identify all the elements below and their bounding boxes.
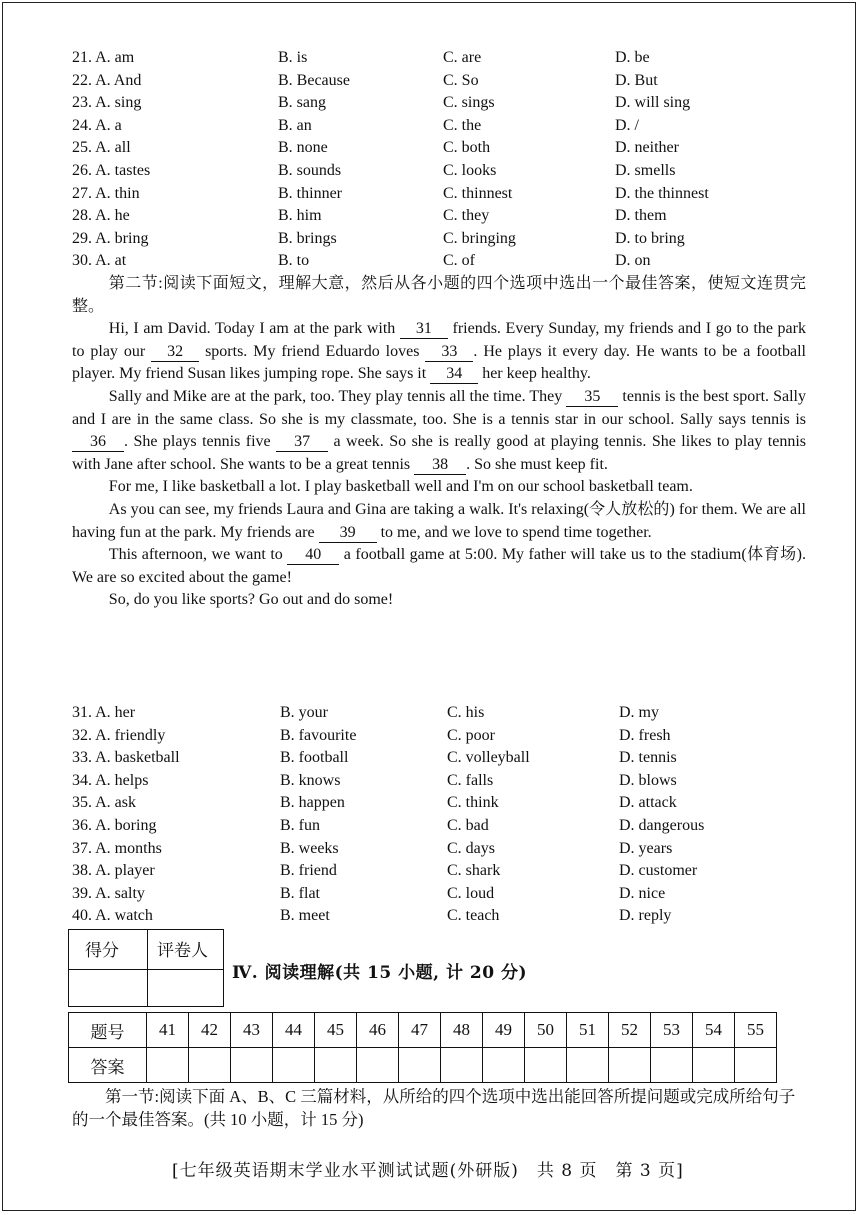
option-c: C. falls <box>447 771 494 789</box>
question-number: 43 <box>231 1013 273 1048</box>
option-row <box>72 838 772 861</box>
option-a: 30. A. at <box>72 252 127 270</box>
answer-cell[interactable] <box>189 1048 231 1083</box>
option-c: C. bad <box>447 816 489 834</box>
blank-32: 32 <box>151 343 199 362</box>
answer-cell[interactable] <box>735 1048 777 1083</box>
option-row <box>72 92 772 115</box>
option-d: D. fresh <box>619 726 671 744</box>
option-row <box>72 228 772 251</box>
blank-39: 39 <box>319 524 377 543</box>
row-label: 题号 <box>69 1013 147 1048</box>
option-d: D. But <box>615 71 658 89</box>
score-label: 得分 <box>85 941 119 960</box>
question-number: 41 <box>147 1013 189 1048</box>
option-c: C. teach <box>447 907 500 925</box>
option-row <box>72 883 772 906</box>
answer-cell[interactable] <box>651 1048 693 1083</box>
option-a: 40. A. watch <box>72 907 153 925</box>
option-row <box>72 747 772 770</box>
blank-31: 31 <box>400 320 448 339</box>
question-number: 51 <box>567 1013 609 1048</box>
question-number: 54 <box>693 1013 735 1048</box>
option-d: D. be <box>615 49 650 66</box>
option-a: 37. A. months <box>72 839 162 857</box>
option-c: C. poor <box>447 726 495 744</box>
question-number: 48 <box>441 1013 483 1048</box>
passage-paragraph: Sally and Mike are at the park, too. They play tennis all the time. They 35 tennis is the best sport. Sally and I are in the same class. So she is my classmate, too. She is a tennis star in our school. Sally says tennis is 36 . She plays tennis five 37 a week. So she is really good at playing tennis. She likes to play tennis with Jane after school. She wants to be a great tennis 38 . So she must keep fit. <box>72 387 806 473</box>
option-c: C. thinnest <box>443 184 513 202</box>
option-a: 28. A. he <box>72 207 130 225</box>
question-number: 55 <box>735 1013 777 1048</box>
option-c: C. think <box>447 794 499 812</box>
option-b: B. him <box>278 207 322 225</box>
option-a: 29. A. bring <box>72 229 149 247</box>
grader-label: 评卷人 <box>157 941 208 960</box>
option-d: D. on <box>615 252 651 270</box>
option-a: 34. A. helps <box>72 771 149 789</box>
option-a: 27. A. thin <box>72 184 140 202</box>
option-c: C. days <box>447 839 495 857</box>
option-a: 33. A. basketball <box>72 749 180 767</box>
option-d: D. attack <box>619 794 677 812</box>
passage-paragraph: So, do you like sports? Go out and do some! <box>108 591 394 609</box>
option-row <box>72 792 772 815</box>
option-d: D. customer <box>619 862 698 880</box>
passage-paragraph: Hi, I am David. Today I am at the park with 31 friends. Every Sunday, my friends and I go to the park to play our 32 sports. My friend Eduardo loves 33 . He plays it every day. He wants to be a football player. My friend Susan likes jumping rope. She says it 34 her keep healthy. <box>72 320 806 383</box>
answer-cell[interactable] <box>399 1048 441 1083</box>
blank-36: 36 <box>72 433 124 452</box>
option-row <box>72 70 772 93</box>
table-row <box>69 1048 777 1083</box>
option-b: B. friend <box>280 862 337 880</box>
answer-cell[interactable] <box>441 1048 483 1083</box>
option-c: C. bringing <box>443 229 516 247</box>
blank-37: 37 <box>276 433 328 452</box>
question-number: 42 <box>189 1013 231 1048</box>
option-a: 39. A. salty <box>72 884 145 902</box>
option-row <box>72 725 772 748</box>
option-row <box>72 205 772 228</box>
option-a: 36. A. boring <box>72 816 157 834</box>
option-b: B. happen <box>280 794 345 812</box>
blank-34: 34 <box>430 365 478 384</box>
option-row <box>72 183 772 206</box>
blank-35: 35 <box>566 388 618 407</box>
option-c: C. volleyball <box>447 749 530 767</box>
section1-instruction: 第一节:阅读下面 A、B、C 三篇材料，从所给的四个选项中选出能回答所提问题或完成所给句子的一个最佳答案。(共 10 小题，计 15 分) <box>72 1087 796 1129</box>
row-label: 答案 <box>69 1048 147 1083</box>
divider <box>69 969 223 970</box>
passage-paragraph: This afternoon, we want to 40 a football game at 5:00. My father will take us to the stadium(体育场). We are so excited about the game! <box>72 546 806 586</box>
question-number: 50 <box>525 1013 567 1048</box>
option-b: B. sang <box>278 94 326 112</box>
option-row <box>72 137 772 160</box>
option-d: D. smells <box>615 161 676 179</box>
question-number: 44 <box>273 1013 315 1048</box>
option-b: B. brings <box>278 229 337 247</box>
options-21-30 <box>72 47 772 273</box>
cloze-passage <box>72 273 806 612</box>
option-c: C. are <box>443 49 482 66</box>
answer-cell[interactable] <box>567 1048 609 1083</box>
option-b: B. none <box>278 139 328 157</box>
page-footer: [七年级英语期末学业水平测试试题(外研版) 共 8 页 第 3 页] <box>172 1161 684 1181</box>
option-row <box>72 702 772 725</box>
divider <box>147 930 148 1006</box>
option-d: D. the thinnest <box>615 184 709 202</box>
passage-paragraph: As you can see, my friends Laura and Gina are taking a walk. It's relaxing(令人放松的) for them. We are all having fun at the park. My friends are 39 to me, and we love to spend time together. <box>72 500 806 541</box>
option-d: D. reply <box>619 907 672 925</box>
option-b: B. an <box>278 116 312 134</box>
option-a: 32. A. friendly <box>72 726 166 744</box>
blank-40: 40 <box>287 546 339 565</box>
answer-cell[interactable] <box>273 1048 315 1083</box>
option-row <box>72 250 772 273</box>
option-a: 22. A. And <box>72 71 142 89</box>
option-row <box>72 770 772 793</box>
question-number: 46 <box>357 1013 399 1048</box>
option-d: D. years <box>619 839 673 857</box>
option-b: B. weeks <box>280 839 339 857</box>
answer-cell[interactable] <box>483 1048 525 1083</box>
answer-cell[interactable] <box>357 1048 399 1083</box>
option-row <box>72 815 772 838</box>
answer-cell[interactable] <box>231 1048 273 1083</box>
option-c: C. both <box>443 139 491 157</box>
question-number: 45 <box>315 1013 357 1048</box>
option-row <box>72 860 772 883</box>
option-b: B. Because <box>278 71 350 89</box>
answer-cell[interactable] <box>609 1048 651 1083</box>
option-c: C. they <box>443 207 490 225</box>
option-d: D. will sing <box>615 94 691 112</box>
passage-paragraph: For me, I like basketball a lot. I play basketball well and I'm on our school basketball team. <box>108 478 693 496</box>
option-row <box>72 47 772 70</box>
option-b: B. is <box>278 49 308 66</box>
option-b: B. thinner <box>278 184 342 202</box>
option-b: B. meet <box>280 907 330 925</box>
option-c: C. shark <box>447 862 501 880</box>
option-a: 25. A. all <box>72 139 131 157</box>
option-c: C. looks <box>443 161 497 179</box>
question-number: 47 <box>399 1013 441 1048</box>
option-c: C. So <box>443 71 479 89</box>
option-row <box>72 160 772 183</box>
option-a: 23. A. sing <box>72 94 142 112</box>
option-c: C. his <box>447 704 485 721</box>
answer-table <box>68 1012 777 1083</box>
option-c: C. the <box>443 116 482 134</box>
answer-cell[interactable] <box>525 1048 567 1083</box>
option-b: B. your <box>280 704 328 721</box>
option-a: 31. A. her <box>72 704 136 721</box>
question-number: 53 <box>651 1013 693 1048</box>
section4-title: Ⅳ. 阅读理解(共 15 小题, 计 20 分) <box>232 963 528 983</box>
option-a: 24. A. a <box>72 116 122 134</box>
option-d: D. nice <box>619 884 666 902</box>
answer-cell[interactable] <box>315 1048 357 1083</box>
option-d: D. them <box>615 207 667 225</box>
option-row <box>72 905 772 928</box>
option-b: B. football <box>280 749 349 767</box>
option-b: B. sounds <box>278 161 342 179</box>
option-b: B. favourite <box>280 726 357 744</box>
section2-instruction: 第二节:阅读下面短文，理解大意，然后从各小题的四个选项中选出一个最佳答案，使短文连贯完整。 <box>72 275 806 315</box>
answer-cell[interactable] <box>147 1048 189 1083</box>
option-a: 35. A. ask <box>72 794 136 812</box>
option-b: B. to <box>278 252 310 270</box>
options-31-40 <box>72 702 772 928</box>
option-a: 21. A. am <box>72 49 135 66</box>
option-d: D. / <box>615 116 639 134</box>
option-a: 38. A. player <box>72 862 155 880</box>
option-row <box>72 115 772 138</box>
answer-cell[interactable] <box>693 1048 735 1083</box>
score-box <box>68 929 224 1007</box>
option-a: 26. A. tastes <box>72 161 151 179</box>
option-c: C. of <box>443 252 475 270</box>
question-number: 52 <box>609 1013 651 1048</box>
option-d: D. neither <box>615 139 679 157</box>
option-d: D. my <box>619 704 659 721</box>
blank-33: 33 <box>425 343 473 362</box>
option-d: D. dangerous <box>619 816 705 834</box>
option-d: D. to bring <box>615 229 685 247</box>
option-c: C. sings <box>443 94 495 112</box>
table-row <box>69 1013 777 1048</box>
option-b: B. flat <box>280 884 320 902</box>
blank-38: 38 <box>414 456 466 475</box>
option-d: D. tennis <box>619 749 677 767</box>
option-b: B. fun <box>280 816 320 834</box>
option-d: D. blows <box>619 771 677 789</box>
option-b: B. knows <box>280 771 341 789</box>
option-c: C. loud <box>447 884 495 902</box>
question-number: 49 <box>483 1013 525 1048</box>
